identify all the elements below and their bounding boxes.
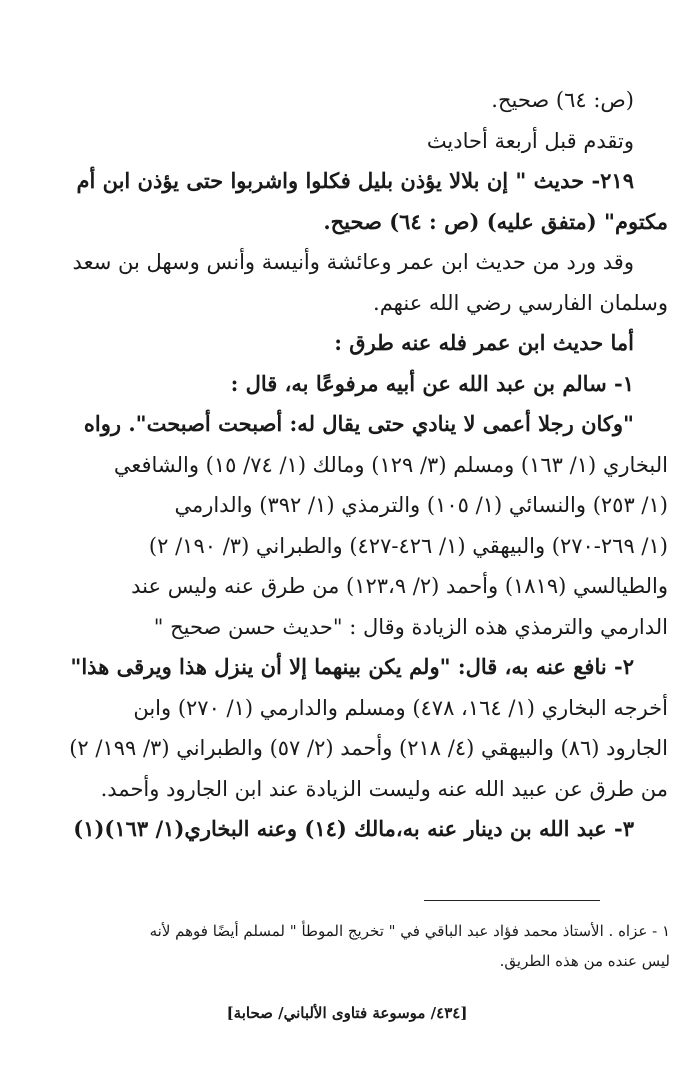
footnote-line: ليس عنده من هذه الطريق.: [499, 952, 670, 970]
text-line: أخرجه البخاري (١/ ١٦٤، ٤٧٨) ومسلم والدارمي (١/ ٢٧٠) وابن: [133, 695, 668, 720]
chain-heading: ١- سالم بن عبد الله عن أبيه مرفوعًا به، قال :: [230, 370, 634, 396]
text-line: (ص: ٦٤) صحيح.: [491, 88, 634, 112]
text-line: وقد ورد من حديث ابن عمر وعائشة وأنيسة وأنس وسهل بن سعد: [72, 250, 634, 274]
text-line: "وكان رجلا أعمى لا ينادي حتى يقال له: أصبحت أصبحت". رواه: [83, 411, 634, 436]
hadith-heading: ٢١٩- حديث " إن بلالا يؤذن بليل فكلوا واشربوا حتى يؤذن ابن أم: [76, 168, 634, 193]
text-line: البخاري (١/ ١٦٣) ومسلم (٣/ ١٢٩) ومالك (١/ ٧٤/ ١٥) والشافعي: [113, 452, 668, 477]
text-line: (١/ ٢٥٣) والنسائي (١/ ١٠٥) والترمذي (١/ ٣٩٢) والدارمي: [174, 493, 668, 517]
text-line: من طرق عن عبيد الله عنه وليست الزيادة عند ابن الجارود وأحمد.: [100, 776, 668, 801]
text-line: مكتوم" (متفق عليه) (ص : ٦٤) صحيح.: [323, 208, 668, 234]
text-line: والطيالسي (١٨١٩) وأحمد (٢/ ١٢٣،٩) من طرق عنه وليس عند: [131, 574, 668, 598]
footnote-line: ١ - عزاه . الأستاذ محمد فؤاد عبد الباقي في " تخريج الموطأ " لمسلم أيضًا فوهم لأنه: [149, 922, 670, 940]
text-line: وسلمان الفارسي رضي الله عنهم.: [373, 290, 668, 315]
footnote-divider: [424, 900, 600, 901]
chain-heading: ٢- نافع عنه به، قال: "ولم يكن بينهما إلا أن ينزل هذا ويرقى هذا": [70, 654, 634, 679]
chain-heading: ٣- عبد الله بن دينار عنه به،مالك (١٤) وعنه البخاري(١/ ١٦٣)(١): [73, 816, 634, 841]
text-line: الجارود (٨٦) والبيهقي (٤/ ٢١٨) وأحمد (٢/ ٥٧) والطبراني (٣/ ١٩٩/ ٢): [69, 736, 668, 760]
text-line: الدارمي والترمذي هذه الزيادة وقال : "حديث حسن صحيح ": [153, 614, 668, 639]
page-body: [30, 80, 668, 850]
text-line: وتقدم قبل أربعة أحاديث: [426, 128, 634, 153]
page-footer: [٤٣٤/ موسوعة فتاوى الألباني/ صحابة]: [226, 1004, 468, 1022]
section-heading: أما حديث ابن عمر فله عنه طرق :: [334, 330, 634, 355]
footnote: [40, 916, 670, 976]
text-line: (١/ ٢٦٩-٢٧٠) والبيهقي (١/ ٤٢٦-٤٢٧) والطبراني (٣/ ١٩٠/ ٢): [148, 533, 668, 558]
